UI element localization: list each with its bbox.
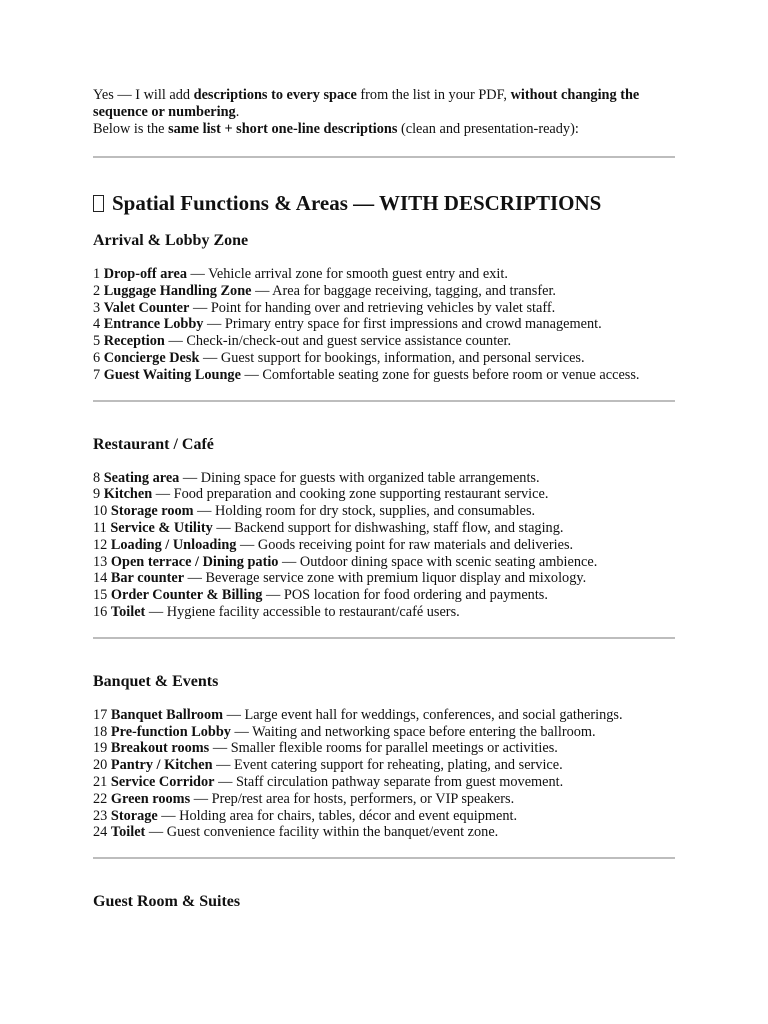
list-item: 12 Loading / Unloading — Goods receiving point for raw materials and deliveries.: [93, 536, 574, 553]
divider: [93, 156, 675, 158]
list-item: 21 Service Corridor — Staff circulation pathway separate from guest movement.: [93, 773, 564, 790]
list-item: 13 Open terrace / Dining patio — Outdoor dining space with scenic seating ambience.: [93, 553, 598, 570]
section-heading: Restaurant / Café: [93, 435, 214, 453]
intro-line-2: Below is the same list + short one-line descriptions (clean and presentation-ready):: [93, 121, 579, 137]
section-heading: Arrival & Lobby Zone: [93, 232, 249, 249]
list-item: 5 Reception — Check-in/check-out and guest service assistance counter.: [93, 333, 512, 350]
intro-paragraph: [93, 87, 675, 138]
list-item: 23 Storage — Holding area for chairs, tables, décor and event equipment.: [93, 807, 518, 824]
divider: [93, 857, 675, 859]
list-item: 11 Service & Utility — Backend support for dishwashing, staff flow, and staging.: [93, 519, 564, 536]
missing-glyph-icon: [93, 195, 104, 212]
list-item: 19 Breakout rooms — Smaller flexible rooms for parallel meetings or activities.: [93, 740, 558, 757]
list-item: 17 Banquet Ballroom — Large event hall for weddings, conferences, and social gatherings.: [93, 706, 623, 723]
list-item: 1 Drop-off area — Vehicle arrival zone for smooth guest entry and exit.: [93, 266, 508, 282]
document-body: [93, 87, 675, 912]
list-item: 7 Guest Waiting Lounge — Comfortable seating zone for guests before room or venue access.: [93, 366, 640, 383]
list-item: 18 Pre-function Lobby — Waiting and networking space before entering the ballroom.: [93, 723, 596, 740]
list-item: 3 Valet Counter — Point for handing over and retrieving vehicles by valet staff.: [93, 299, 556, 316]
list-item: 9 Kitchen — Food preparation and cooking zone supporting restaurant service.: [93, 486, 549, 503]
section-heading: Guest Room & Suites: [93, 893, 241, 911]
list-item: 8 Seating area — Dining space for guests with organized table arrangements.: [93, 469, 540, 486]
list-item: 4 Entrance Lobby — Primary entry space for first impressions and crowd management.: [93, 316, 602, 333]
list-item: 15 Order Counter & Billing — POS location for food ordering and payments.: [93, 587, 548, 604]
list-item: 22 Green rooms — Prep/rest area for hosts, performers, or VIP speakers.: [93, 790, 515, 807]
list-item: 14 Bar counter — Beverage service zone with premium liquor display and mixology.: [93, 570, 587, 587]
list-item: 20 Pantry / Kitchen — Event catering support for reheating, plating, and service.: [93, 757, 563, 774]
page-title: Spatial Functions & Areas — WITH DESCRIPTIONS: [93, 190, 675, 216]
list-item: 2 Luggage Handling Zone — Area for baggage receiving, tagging, and transfer.: [93, 282, 557, 299]
list-item: 16 Toilet — Hygiene facility accessible to restaurant/café users.: [93, 603, 460, 620]
divider: [93, 637, 675, 639]
divider: [93, 400, 675, 402]
section-list: [93, 707, 675, 841]
section-heading: Banquet & Events: [93, 672, 219, 690]
list-item: 10 Storage room — Holding room for dry stock, supplies, and consumables.: [93, 503, 536, 520]
list-item: 6 Concierge Desk — Guest support for bookings, information, and personal services.: [93, 349, 585, 366]
list-item: 24 Toilet — Guest convenience facility within the banquet/event zone.: [93, 824, 499, 841]
section-list: [93, 266, 675, 384]
section-list: [93, 470, 675, 621]
intro-line-1: Yes — I will add descriptions to every space from the list in your PDF, without changing the sequence or numbering.: [93, 87, 640, 120]
